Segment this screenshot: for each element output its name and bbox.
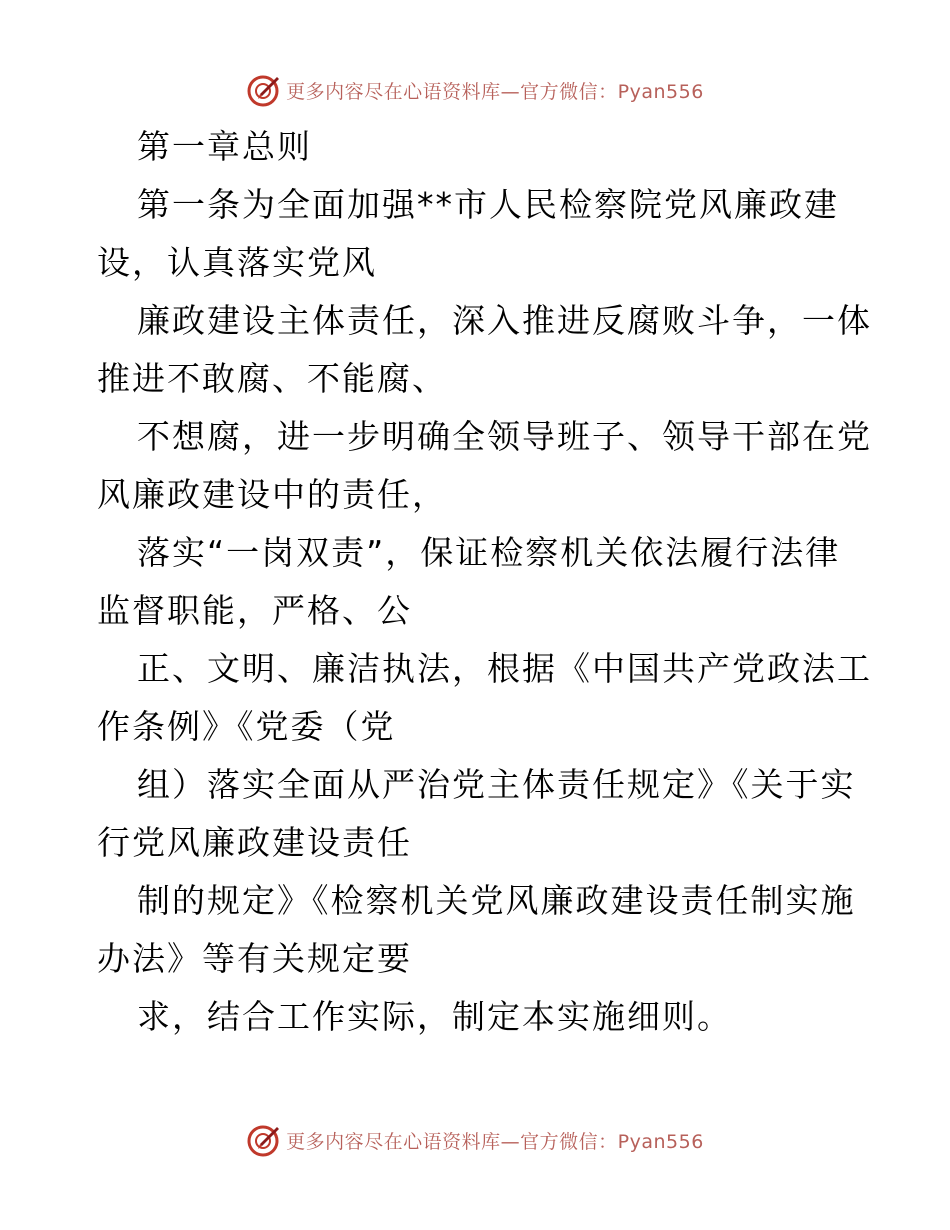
text-line: 正、文明、廉洁执法，根据《中国共产党政法工 — [137, 649, 872, 688]
brand-logo-icon — [246, 1122, 282, 1158]
chapter-title: 第一章总则 — [137, 127, 312, 166]
text-line: 制的规定》《检察机关党风廉政建设责任制实施 — [137, 881, 856, 920]
text-line: 设，认真落实党风 — [97, 243, 377, 282]
header-banner — [0, 70, 950, 110]
text-line: 不想腐，进一步明确全领导班子、领导干部在党 — [137, 417, 872, 456]
text-line: 监督职能，严格、公 — [97, 591, 412, 630]
banner-text: 更多内容尽在心语资料库—官方微信：Pyan556 — [286, 1130, 704, 1153]
text-line: 推进不敢腐、不能腐、 — [97, 359, 447, 398]
document-body — [97, 118, 872, 1046]
text-line: 落实“一岗双责”，保证检察机关依法履行法律 — [137, 533, 841, 572]
brand-logo-icon — [246, 72, 282, 108]
text-line: 求，结合工作实际，制定本实施细则。 — [137, 997, 732, 1036]
text-line: 廉政建设主体责任，深入推进反腐败斗争，一体 — [137, 301, 872, 340]
text-line: 组）落实全面从严治党主体责任规定》《关于实 — [137, 765, 856, 804]
text-line: 办法》等有关规定要 — [97, 939, 412, 978]
text-line: 第一条为全面加强**市人民检察院党风廉政建 — [137, 185, 839, 224]
banner-text: 更多内容尽在心语资料库—官方微信：Pyan556 — [286, 80, 704, 103]
text-line: 风廉政建设中的责任， — [97, 475, 447, 514]
text-line: 作条例》《党委（党 — [97, 707, 396, 746]
footer-banner — [0, 1120, 950, 1160]
text-line: 行党风廉政建设责任 — [97, 823, 412, 862]
